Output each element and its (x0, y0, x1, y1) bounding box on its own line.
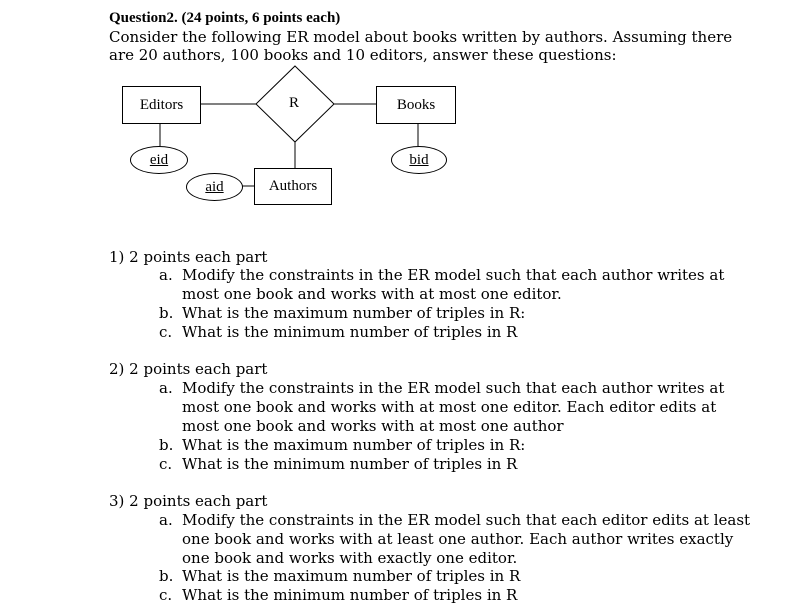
attribute-eid: eid (130, 146, 188, 174)
part3-b-text: What is the maximum number of triples in R (182, 567, 521, 585)
part3-a-line2: one book and works with at least one author. Each author writes exactly (182, 530, 734, 548)
entity-editors: Editors (122, 86, 201, 124)
attribute-bid: bid (391, 146, 447, 174)
part2-c-marker: c. (159, 455, 173, 473)
part2-a-line3: most one book and works with at most one author (182, 417, 564, 435)
part1-c-text: What is the minimum number of triples in R (182, 323, 518, 341)
part2-a-marker: a. (159, 379, 173, 397)
entity-authors: Authors (254, 168, 332, 205)
part3-a-marker: a. (159, 511, 173, 529)
part3-c-marker: c. (159, 586, 173, 604)
intro-line-1: Consider the following ER model about books written by authors. Assuming there (109, 28, 733, 46)
part1-a-marker: a. (159, 266, 173, 284)
question-title: Question2. (24 points, 6 points each) (109, 10, 341, 26)
part2-heading: 2) 2 points each part (109, 360, 268, 378)
relationship-label: R (289, 95, 300, 111)
part2-a-line1: Modify the constraints in the ER model such that each author writes at (182, 379, 725, 397)
part2-c-text: What is the minimum number of triples in R (182, 455, 518, 473)
part2-b-text: What is the maximum number of triples in R: (182, 436, 526, 454)
part3-c-text: What is the minimum number of triples in R (182, 586, 518, 604)
part1-c-marker: c. (159, 323, 173, 341)
part1-a-line1: Modify the constraints in the ER model such that each author writes at (182, 266, 725, 284)
part1-b-marker: b. (159, 304, 174, 322)
part2-b-marker: b. (159, 436, 174, 454)
part1-heading: 1) 2 points each part (109, 248, 268, 266)
part3-a-line3: one book and works with exactly one editor. (182, 549, 518, 567)
part1-b-text: What is the maximum number of triples in R: (182, 304, 526, 322)
part3-heading: 3) 2 points each part (109, 492, 268, 510)
part1-a-line2: most one book and works with at most one editor. (182, 285, 562, 303)
intro-line-2: are 20 authors, 100 books and 10 editors, answer these questions: (109, 46, 617, 64)
attribute-aid: aid (186, 173, 243, 201)
part3-a-line1: Modify the constraints in the ER model such that each editor edits at least (182, 511, 751, 529)
entity-books: Books (376, 86, 456, 124)
part3-b-marker: b. (159, 567, 174, 585)
part2-a-line2: most one book and works with at most one editor. Each editor edits at (182, 398, 717, 416)
